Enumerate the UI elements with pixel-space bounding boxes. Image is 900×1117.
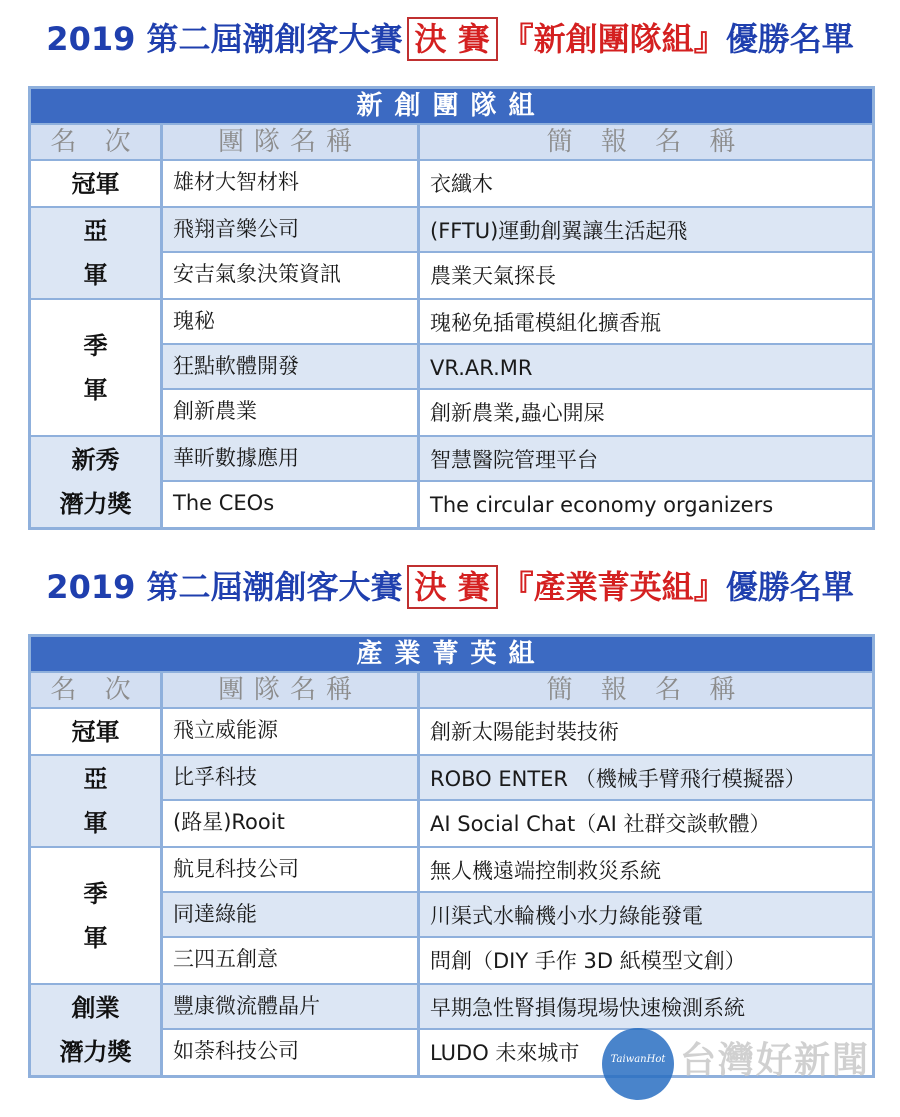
column-header: 名 次: [31, 125, 163, 159]
rank-group: [31, 756, 872, 848]
presentation-title-cell: 衣纖木: [430, 172, 493, 196]
presentation-title-cell: (FFTU)運動創翼讓生活起飛: [430, 219, 688, 243]
column-header: 名 次: [31, 673, 163, 707]
rank-label: 季 軍: [31, 300, 163, 435]
table-row: [163, 938, 872, 983]
rank-label: 冠軍: [31, 161, 163, 206]
column-header: 簡 報 名 稱: [546, 127, 746, 157]
team-name-cell: The CEOs: [163, 482, 420, 527]
table-row: [163, 437, 872, 482]
presentation-title-cell: The circular economy organizers: [430, 493, 774, 517]
presentation-title-cell: VR.AR.MR: [430, 356, 533, 380]
rank-group: [31, 709, 872, 756]
presentation-title-cell: LUDO 未來城市: [430, 1041, 580, 1065]
table-row: [163, 390, 872, 435]
presentation-title-cell: 無人機遠端控制救災系統: [430, 859, 661, 883]
presentation-title-cell: 川渠式水輪機小水力綠能發電: [430, 904, 703, 928]
section-2-heading: [0, 562, 900, 609]
rank-group: [31, 437, 872, 527]
rank-group: [31, 208, 872, 300]
table-row: [163, 848, 872, 893]
rank-label: 創業 潛力獎: [31, 985, 163, 1075]
column-header: 團隊名稱: [163, 125, 420, 159]
table-row: [163, 756, 872, 801]
table-row: [163, 300, 872, 345]
column-headers: [31, 125, 872, 161]
team-name-cell: 華昕數據應用: [163, 437, 420, 480]
team-name-cell: 狂點軟體開發: [163, 345, 420, 388]
heading-stage-box: 決 賽: [407, 17, 498, 61]
presentation-title-cell: 早期急性腎損傷現場快速檢測系統: [430, 996, 745, 1020]
rank-label: 亞 軍: [31, 208, 163, 298]
rank-label: 冠軍: [31, 709, 163, 754]
team-name-cell: 航見科技公司: [163, 848, 420, 891]
team-name-cell: (路星)Rooit: [163, 801, 420, 846]
team-name-cell: 比孚科技: [163, 756, 420, 799]
table-row: [163, 482, 872, 527]
column-headers: [31, 673, 872, 709]
watermark: [600, 1022, 900, 1117]
presentation-title-cell: 創新太陽能封裝技術: [430, 720, 619, 744]
table-row: [163, 208, 872, 253]
rank-label: 新秀 潛力獎: [31, 437, 163, 527]
team-name-cell: 豐康微流體晶片: [163, 985, 420, 1028]
watermark-logo: TaiwanHot: [602, 1028, 674, 1100]
team-name-cell: 創新農業: [163, 390, 420, 435]
team-name-cell: 飛立威能源: [163, 709, 420, 754]
presentation-title-cell: 瑰秘免插電模組化擴香瓶: [430, 311, 661, 335]
table-row: [163, 801, 872, 846]
rank-group: [31, 161, 872, 208]
column-header: 團隊名稱: [163, 673, 420, 707]
rank-group: [31, 848, 872, 985]
rank-group: [31, 300, 872, 437]
heading-suffix: 優勝名單: [725, 568, 854, 606]
heading-group: 『新創團隊組』: [501, 20, 726, 58]
team-name-cell: 瑰秘: [163, 300, 420, 343]
team-name-cell: 飛翔音樂公司: [163, 208, 420, 251]
section-1-heading: [0, 14, 900, 61]
presentation-title-cell: AI Social Chat（AI 社群交談軟體）: [430, 812, 771, 836]
team-name-cell: 同達綠能: [163, 893, 420, 936]
rank-label: 亞 軍: [31, 756, 163, 846]
presentation-title-cell: 農業天氣探長: [430, 264, 556, 288]
heading-stage-box: 決 賽: [407, 565, 498, 609]
presentation-title-cell: 智慧醫院管理平台: [430, 448, 598, 472]
column-header: 簡 報 名 稱: [546, 675, 746, 705]
results-table-startup: [28, 86, 875, 530]
presentation-title-cell: ROBO ENTER （機械手臂飛行模擬器）: [430, 767, 806, 791]
heading-prefix: 2019 第二屆潮創客大賽: [46, 568, 403, 606]
results-table-industry: [28, 634, 875, 1078]
team-name-cell: 三四五創意: [163, 938, 420, 983]
team-name-cell: 雄材大智材料: [163, 161, 420, 206]
team-name-cell: 如荼科技公司: [163, 1030, 420, 1075]
table-title: 產業菁英組: [31, 637, 872, 673]
presentation-title-cell: 創新農業,蟲心開屎: [430, 401, 605, 425]
team-name-cell: 安吉氣象決策資訊: [163, 253, 420, 298]
table-row: [163, 345, 872, 390]
watermark-name: 台灣好新聞: [680, 1040, 871, 1081]
heading-prefix: 2019 第二屆潮創客大賽: [46, 20, 403, 58]
table-row: [163, 161, 872, 206]
table-row: [163, 253, 872, 298]
table-row: [163, 709, 872, 754]
heading-group: 『產業菁英組』: [501, 568, 726, 606]
table-row: [163, 893, 872, 938]
rank-label: 季 軍: [31, 848, 163, 983]
presentation-title-cell: 問創（DIY 手作 3D 紙模型文創）: [430, 949, 746, 973]
heading-suffix: 優勝名單: [725, 20, 854, 58]
table-title: 新創團隊組: [31, 89, 872, 125]
